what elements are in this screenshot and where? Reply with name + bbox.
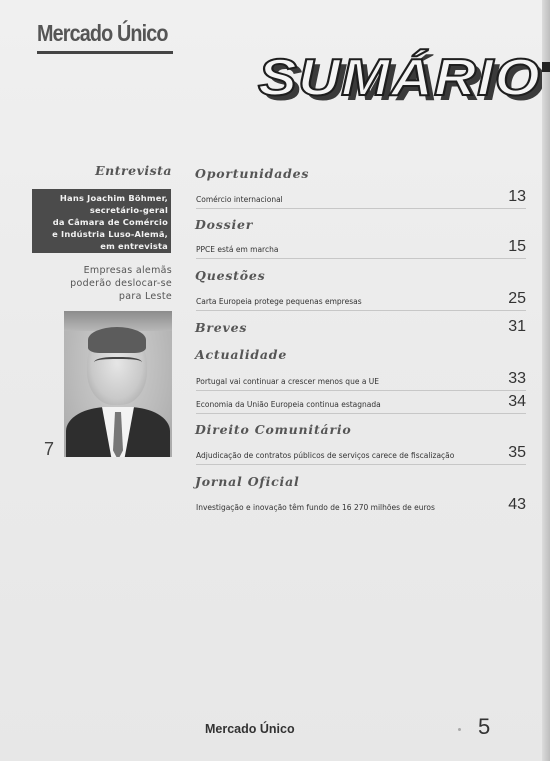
section-heading-dossier: Dossier: [195, 217, 254, 232]
toc-divider: [196, 464, 526, 465]
toc-divider: [196, 310, 526, 311]
photo-hair: [88, 327, 146, 353]
toc-entry-page: 25: [508, 290, 526, 307]
toc-entry-title: Carta Europeia protege pequenas empresas: [196, 297, 362, 306]
toc-entry-title: PPCE está em marcha: [196, 245, 279, 254]
toc-entry-page: 35: [508, 444, 526, 461]
toc-divider: [196, 390, 526, 391]
interview-box-line: secretário-geral: [89, 205, 168, 215]
section-heading-oportunidades: Oportunidades: [195, 166, 310, 181]
interview-box-line: em entrevista: [100, 241, 168, 251]
footer-page-number: 5: [478, 714, 491, 739]
masthead-rule: [37, 51, 173, 54]
page-edge: [542, 0, 550, 761]
toc-entry[interactable]: [196, 238, 526, 256]
toc-entry-page: 15: [508, 238, 526, 255]
toc-entry-page: 34: [508, 393, 526, 410]
page-title: SUMÁRIO: [258, 49, 541, 107]
interview-box-line: e Indústria Luso-Alemã,: [52, 229, 168, 239]
toc-entry-page: 13: [508, 188, 526, 205]
section-heading-jornal-oficial: Jornal Oficial: [195, 474, 300, 489]
toc-divider: [196, 413, 526, 414]
toc-entry[interactable]: [196, 370, 526, 388]
section-heading-breves: Breves: [195, 320, 248, 335]
interview-heading: Entrevista: [95, 163, 172, 178]
section-heading-actualidade: Actualidade: [195, 347, 288, 362]
toc-entry-title: Portugal vai continuar a crescer menos que a UE: [196, 377, 380, 386]
interview-teaser-line: Empresas alemãs: [83, 265, 172, 276]
edge-tick: [542, 62, 550, 72]
section-heading-questoes: Questões: [195, 268, 266, 283]
footer-brand: Mercado Único: [205, 722, 295, 736]
toc-entry[interactable]: [196, 393, 526, 411]
interview-teaser[interactable]: [52, 264, 172, 303]
masthead-brand: Mercado Único: [37, 20, 168, 46]
toc-entry[interactable]: [196, 188, 526, 206]
interview-box-line: da Câmara de Comércio: [52, 217, 168, 227]
toc-entry[interactable]: [196, 290, 526, 308]
toc-divider: [196, 208, 526, 209]
interview-page-number: 7: [44, 439, 55, 459]
section-heading-direito-comunitario: Direito Comunitário: [195, 422, 352, 437]
interview-box[interactable]: [32, 189, 171, 253]
toc-entry-page: 43: [508, 496, 526, 513]
interview-teaser-line: para Leste: [118, 291, 172, 302]
toc-entry[interactable]: [196, 444, 526, 462]
photo-glasses: [94, 357, 142, 370]
toc-entry-title: Investigação e inovação têm fundo de 16 270 milhões de euros: [196, 503, 435, 512]
interviewee-photo: [64, 311, 172, 457]
toc-entry[interactable]: [196, 496, 526, 514]
toc-entry-title: Economia da União Europeia continua estagnada: [196, 400, 381, 409]
toc-entry-page: 31: [508, 318, 526, 335]
interview-box-line: Hans Joachim Böhmer,: [59, 193, 168, 203]
toc-divider: [196, 258, 526, 259]
interview-teaser-line: poderão deslocar-se: [70, 278, 172, 289]
footer-dot: [458, 728, 461, 731]
toc-entry-page: 33: [508, 370, 526, 387]
toc-entry-title: Comércio internacional: [196, 195, 283, 204]
toc-entry-title: Adjudicação de contratos públicos de serviços carece de fiscalização: [196, 451, 455, 460]
